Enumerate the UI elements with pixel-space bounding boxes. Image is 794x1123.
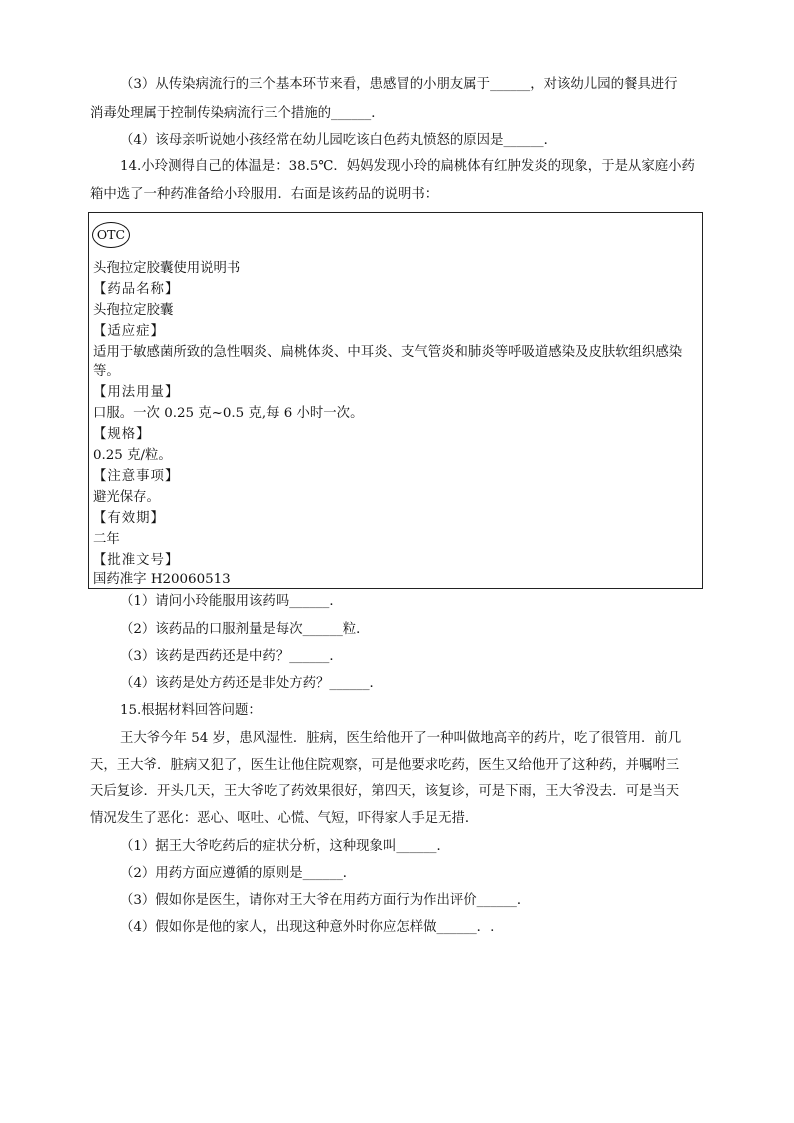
leaflet-title: 头孢拉定胶囊使用说明书 [93, 261, 241, 276]
leaflet-heading-indication: 【适应症】 [93, 324, 165, 339]
q15-sub3: （3）假如你是医生，请你对王大爷在用药方面行为作出评价______． [120, 893, 531, 908]
q13-sub3-line2: 消毒处理属于控制传染病流行三个措施的______． [90, 106, 385, 121]
leaflet-spec: 0.25 克/粒。 [93, 448, 172, 463]
leaflet-heading-approval: 【批准文号】 [93, 553, 180, 568]
leaflet-heading-spec: 【规格】 [93, 427, 151, 442]
leaflet-heading-usage: 【用法用量】 [93, 385, 180, 400]
q15-material-line3: 天后复诊．开头几天，王大爷吃了药效果很好，第四天，该复诊，可是下雨，王大爷没去．可是当天 [90, 784, 680, 799]
q15-material-line4: 情况发生了恶化：恶心、呕吐、心慌、气短，吓得家人手足无措． [90, 811, 479, 826]
leaflet-expiry: 二年 [93, 532, 120, 547]
q14-sub4: （4）该药是处方药还是非处方药？______． [120, 676, 383, 691]
q13-sub4: （4）该母亲听说她小孩经常在幼儿园吃该白色药丸愤怒的原因是______． [120, 133, 558, 148]
leaflet-name: 头孢拉定胶囊 [93, 303, 174, 318]
q14-sub2: （2）该药品的口服剂量是每次______粒． [120, 622, 370, 637]
q15-intro: 15.根据材料回答问题： [120, 703, 262, 718]
leaflet-heading-expiry: 【有效期】 [93, 511, 165, 526]
leaflet-heading-notes: 【注意事项】 [93, 469, 180, 484]
q13-sub3-line1: （3）从传染病流行的三个基本环节来看，患感冒的小朋友属于______，对该幼儿园的餐具进行 [120, 77, 678, 92]
q15-sub4: （4）假如你是他的家人，出现这种意外时你应怎样做______．. [120, 920, 495, 935]
leaflet-indication-line2: 等。 [93, 364, 120, 379]
leaflet-indication-line1: 适用于敏感菌所致的急性咽炎、扁桃体炎、中耳炎、支气管炎和肺炎等呼吸道感染及皮肤软组织感染 [93, 345, 683, 360]
drug-leaflet-box [88, 212, 703, 589]
q14-sub3: （3）该药是西药还是中药？______． [120, 649, 343, 664]
q15-material-line2: 天，王大爷．脏病又犯了，医生让他住院观察，可是他要求吃药，医生又给他开了这种药，并嘱咐三 [90, 758, 680, 773]
q14-sub1: （1）请问小玲能服用该药吗______． [120, 594, 343, 609]
leaflet-heading-name: 【药品名称】 [93, 282, 180, 297]
q15-sub1: （1）据王大爷吃药后的症状分析，这种现象叫______． [120, 839, 450, 854]
leaflet-notes: 避光保存。 [93, 490, 160, 505]
q14-intro-line1: 14.小玲测得自己的体温是：38.5℃．妈妈发现小玲的扁桃体有红肿发炎的现象，于是从家庭小药 [120, 159, 695, 174]
leaflet-approval: 国药准字 H20060513 [93, 572, 231, 587]
otc-badge: OTC [92, 222, 130, 248]
q14-intro-line2: 箱中选了一种药准备给小玲服用．右面是该药品的说明书： [90, 187, 439, 202]
leaflet-usage: 口服。一次 0.25 克~0.5 克,每 6 小时一次。 [93, 406, 364, 421]
q15-sub2: （2）用药方面应遵循的原则是______． [120, 866, 357, 881]
q15-material-line1: 王大爷今年 54 岁，患风湿性．脏病，医生给他开了一种叫做地高辛的药片，吃了很管用．前几 [120, 731, 682, 746]
